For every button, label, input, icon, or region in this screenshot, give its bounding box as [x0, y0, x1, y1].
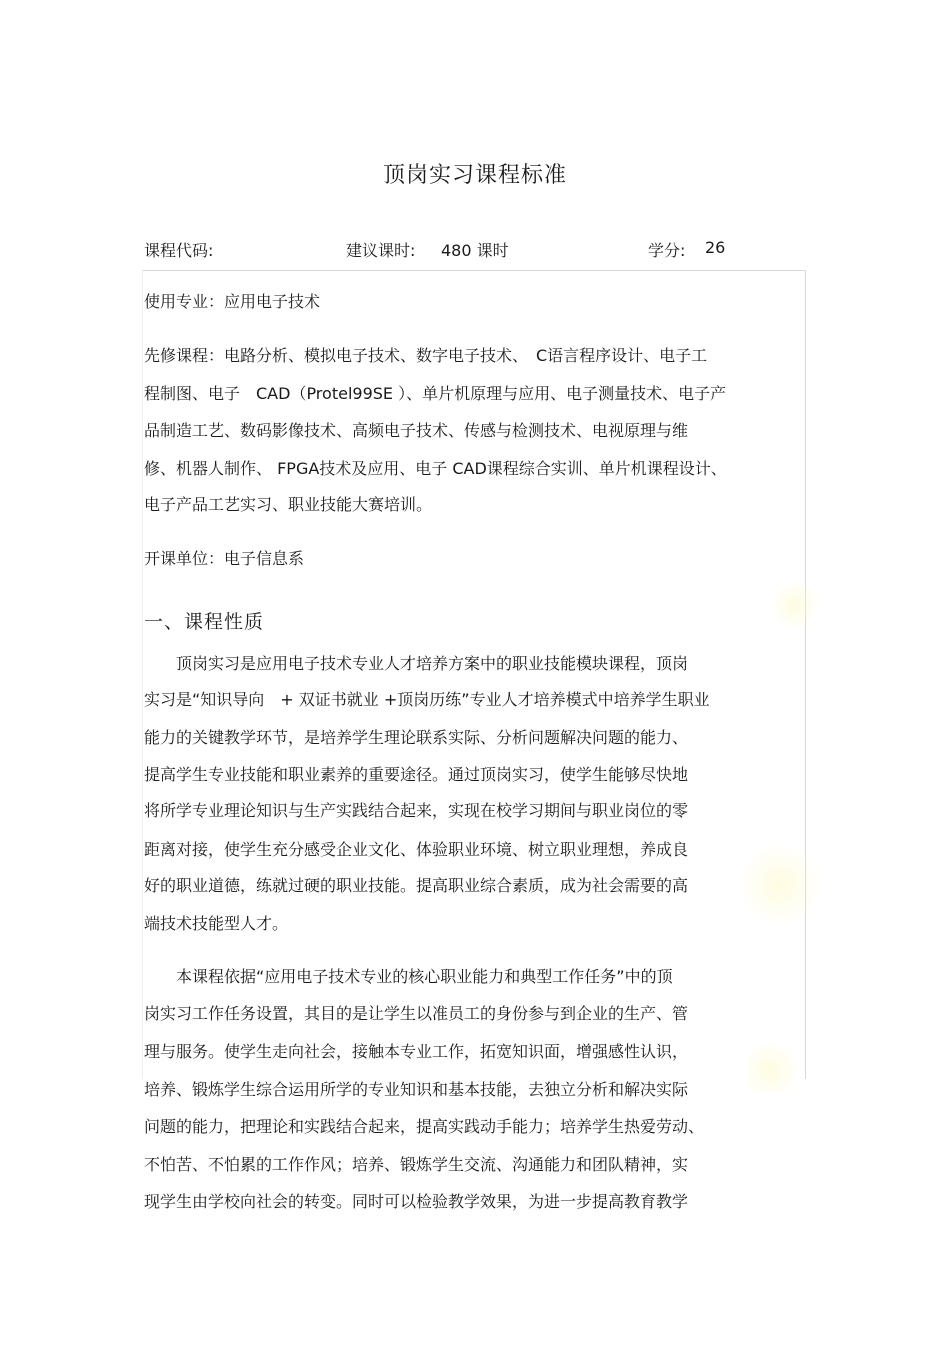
scan-stain	[740, 840, 820, 930]
paragraph-line: 本课程依据“应用电子技术专业的核心职业能力和典型工作任务”中的顶	[144, 967, 673, 986]
suggested-hours-value: 480 课时	[441, 241, 509, 260]
document-title: 顶岗实习课程标准	[382, 163, 567, 188]
paragraph-line: 现学生由学校向社会的转变。同时可以检验教学效果，为进一步提高教育教学	[144, 1192, 689, 1211]
course-meta-row	[144, 238, 804, 264]
credit-value: 26	[705, 238, 726, 257]
paragraph-line: 理与服务。使学生走向社会，接触本专业工作，拓宽知识面，增强感性认识，	[144, 1042, 689, 1061]
department-line: 开课单位：电子信息系	[144, 549, 305, 568]
scan-stain	[770, 580, 820, 630]
prereq-line: 程制图、电子 CAD（Protel99SE ）、单片机原理与应用、电子测量技术、电子产	[144, 384, 727, 403]
prereq-line: 修、机器人制作、 FPGA技术及应用、电子 CAD课程综合实训、单片机课程设计、	[144, 459, 727, 478]
course-code-label: 课程代码:	[144, 241, 214, 260]
prereq-line: 品制造工艺、数码影像技术、高频电子技术、传感与检测技术、电视原理与维	[144, 421, 689, 440]
paragraph-line: 顶岗实习是应用电子技术专业人才培养方案中的职业技能模块课程，顶岗	[144, 654, 689, 673]
suggested-hours-label: 建议课时:	[346, 241, 416, 260]
paragraph-line: 不怕苦、不怕累的工作作风；培养、锻炼学生交流、沟通能力和团队精神，实	[144, 1155, 689, 1174]
paragraph-line: 端技术技能型人才。	[144, 914, 289, 933]
paragraph-line: 问题的能力，把理论和实践结合起来，提高实践动手能力；培养学生热爱劳动、	[144, 1117, 705, 1136]
paragraph-line: 实习是“知识导向 + 双证书就业 +顶岗历练”专业人才培养模式中培养学生职业	[144, 690, 710, 709]
paragraph-line: 岗实习工作任务设置，其目的是让学生以准员工的身份参与到企业的生产、管	[144, 1004, 689, 1023]
scan-stain	[740, 1040, 800, 1100]
major-line: 使用专业：应用电子技术	[144, 292, 321, 311]
section-heading-course-nature: 一、课程性质	[144, 611, 265, 633]
prereq-line: 电子产品工艺实习、职业技能大赛培训。	[144, 495, 433, 514]
credit-label: 学分:	[648, 241, 686, 260]
prereq-line: 先修课程：电路分析、模拟电子技术、数字电子技术、 C语言程序设计、电子工	[144, 346, 708, 365]
paragraph-line: 能力的关键教学环节，是培养学生理论联系实际、分析问题解决问题的能力、	[144, 728, 689, 747]
paragraph-line: 将所学专业理论知识与生产实践结合起来，实现在校学习期间与职业岗位的零	[144, 801, 689, 820]
paragraph-line: 培养、锻炼学生综合运用所学的专业知识和基本技能，去独立分析和解决实际	[144, 1080, 689, 1099]
paragraph-line: 提高学生专业技能和职业素养的重要途径。通过顶岗实习，使学生能够尽快地	[144, 765, 689, 784]
paragraph-line: 距离对接，使学生充分感受企业文化、体验职业环境、树立职业理想，养成良	[144, 840, 689, 859]
paragraph-line: 好的职业道德，练就过硬的职业技能。提高职业综合素质，成为社会需要的高	[144, 876, 689, 895]
